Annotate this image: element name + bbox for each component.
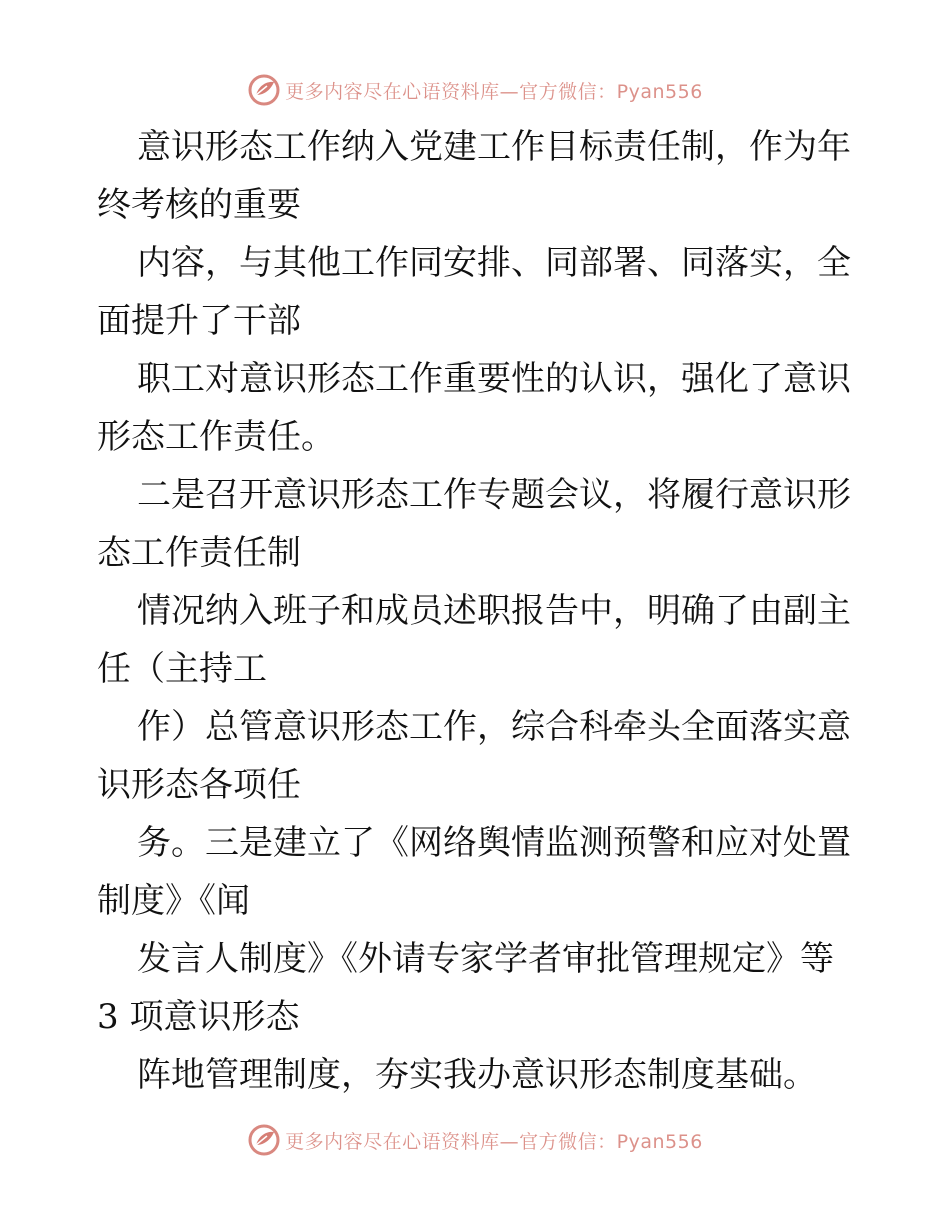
text-line: 态工作责任制 xyxy=(97,533,301,573)
text-line: 务。三是建立了《网络舆情监测预警和应对处置 xyxy=(137,823,851,863)
text-line: 二是召开意识形态工作专题会议，将履行意识形 xyxy=(137,475,851,515)
text-line: 意识形态工作纳入党建工作目标责任制，作为年 xyxy=(137,127,851,167)
text-line: 内容，与其他工作同安排、同部署、同落实，全 xyxy=(137,243,851,283)
footer-banner xyxy=(0,1120,950,1160)
leaf-logo-icon xyxy=(247,73,281,107)
header-banner-text: 更多内容尽在心语资料库—官方微信：Pyan556 xyxy=(285,80,703,103)
text-line: 终考核的重要 xyxy=(97,185,301,225)
text-line: 发言人制度》《外请专家学者审批管理规定》等 xyxy=(137,939,834,979)
document-body xyxy=(97,118,853,1104)
text-line: 制度》《闻 xyxy=(97,881,250,921)
header-banner xyxy=(0,70,950,110)
text-line: 3 项意识形态 xyxy=(97,997,300,1037)
text-line: 形态工作责任。 xyxy=(97,417,335,457)
text-line: 作）总管意识形态工作，综合科牵头全面落实意 xyxy=(137,707,851,747)
text-line: 识形态各项任 xyxy=(97,765,301,805)
text-line: 阵地管理制度，夯实我办意识形态制度基础。 xyxy=(137,1055,817,1095)
text-line: 职工对意识形态工作重要性的认识，强化了意识 xyxy=(137,359,851,399)
leaf-logo-icon xyxy=(247,1123,281,1157)
text-line: 任（主持工 xyxy=(97,649,267,689)
text-line: 面提升了干部 xyxy=(97,301,301,341)
text-line: 情况纳入班子和成员述职报告中，明确了由副主 xyxy=(137,591,851,631)
footer-banner-text: 更多内容尽在心语资料库—官方微信：Pyan556 xyxy=(285,1130,703,1153)
